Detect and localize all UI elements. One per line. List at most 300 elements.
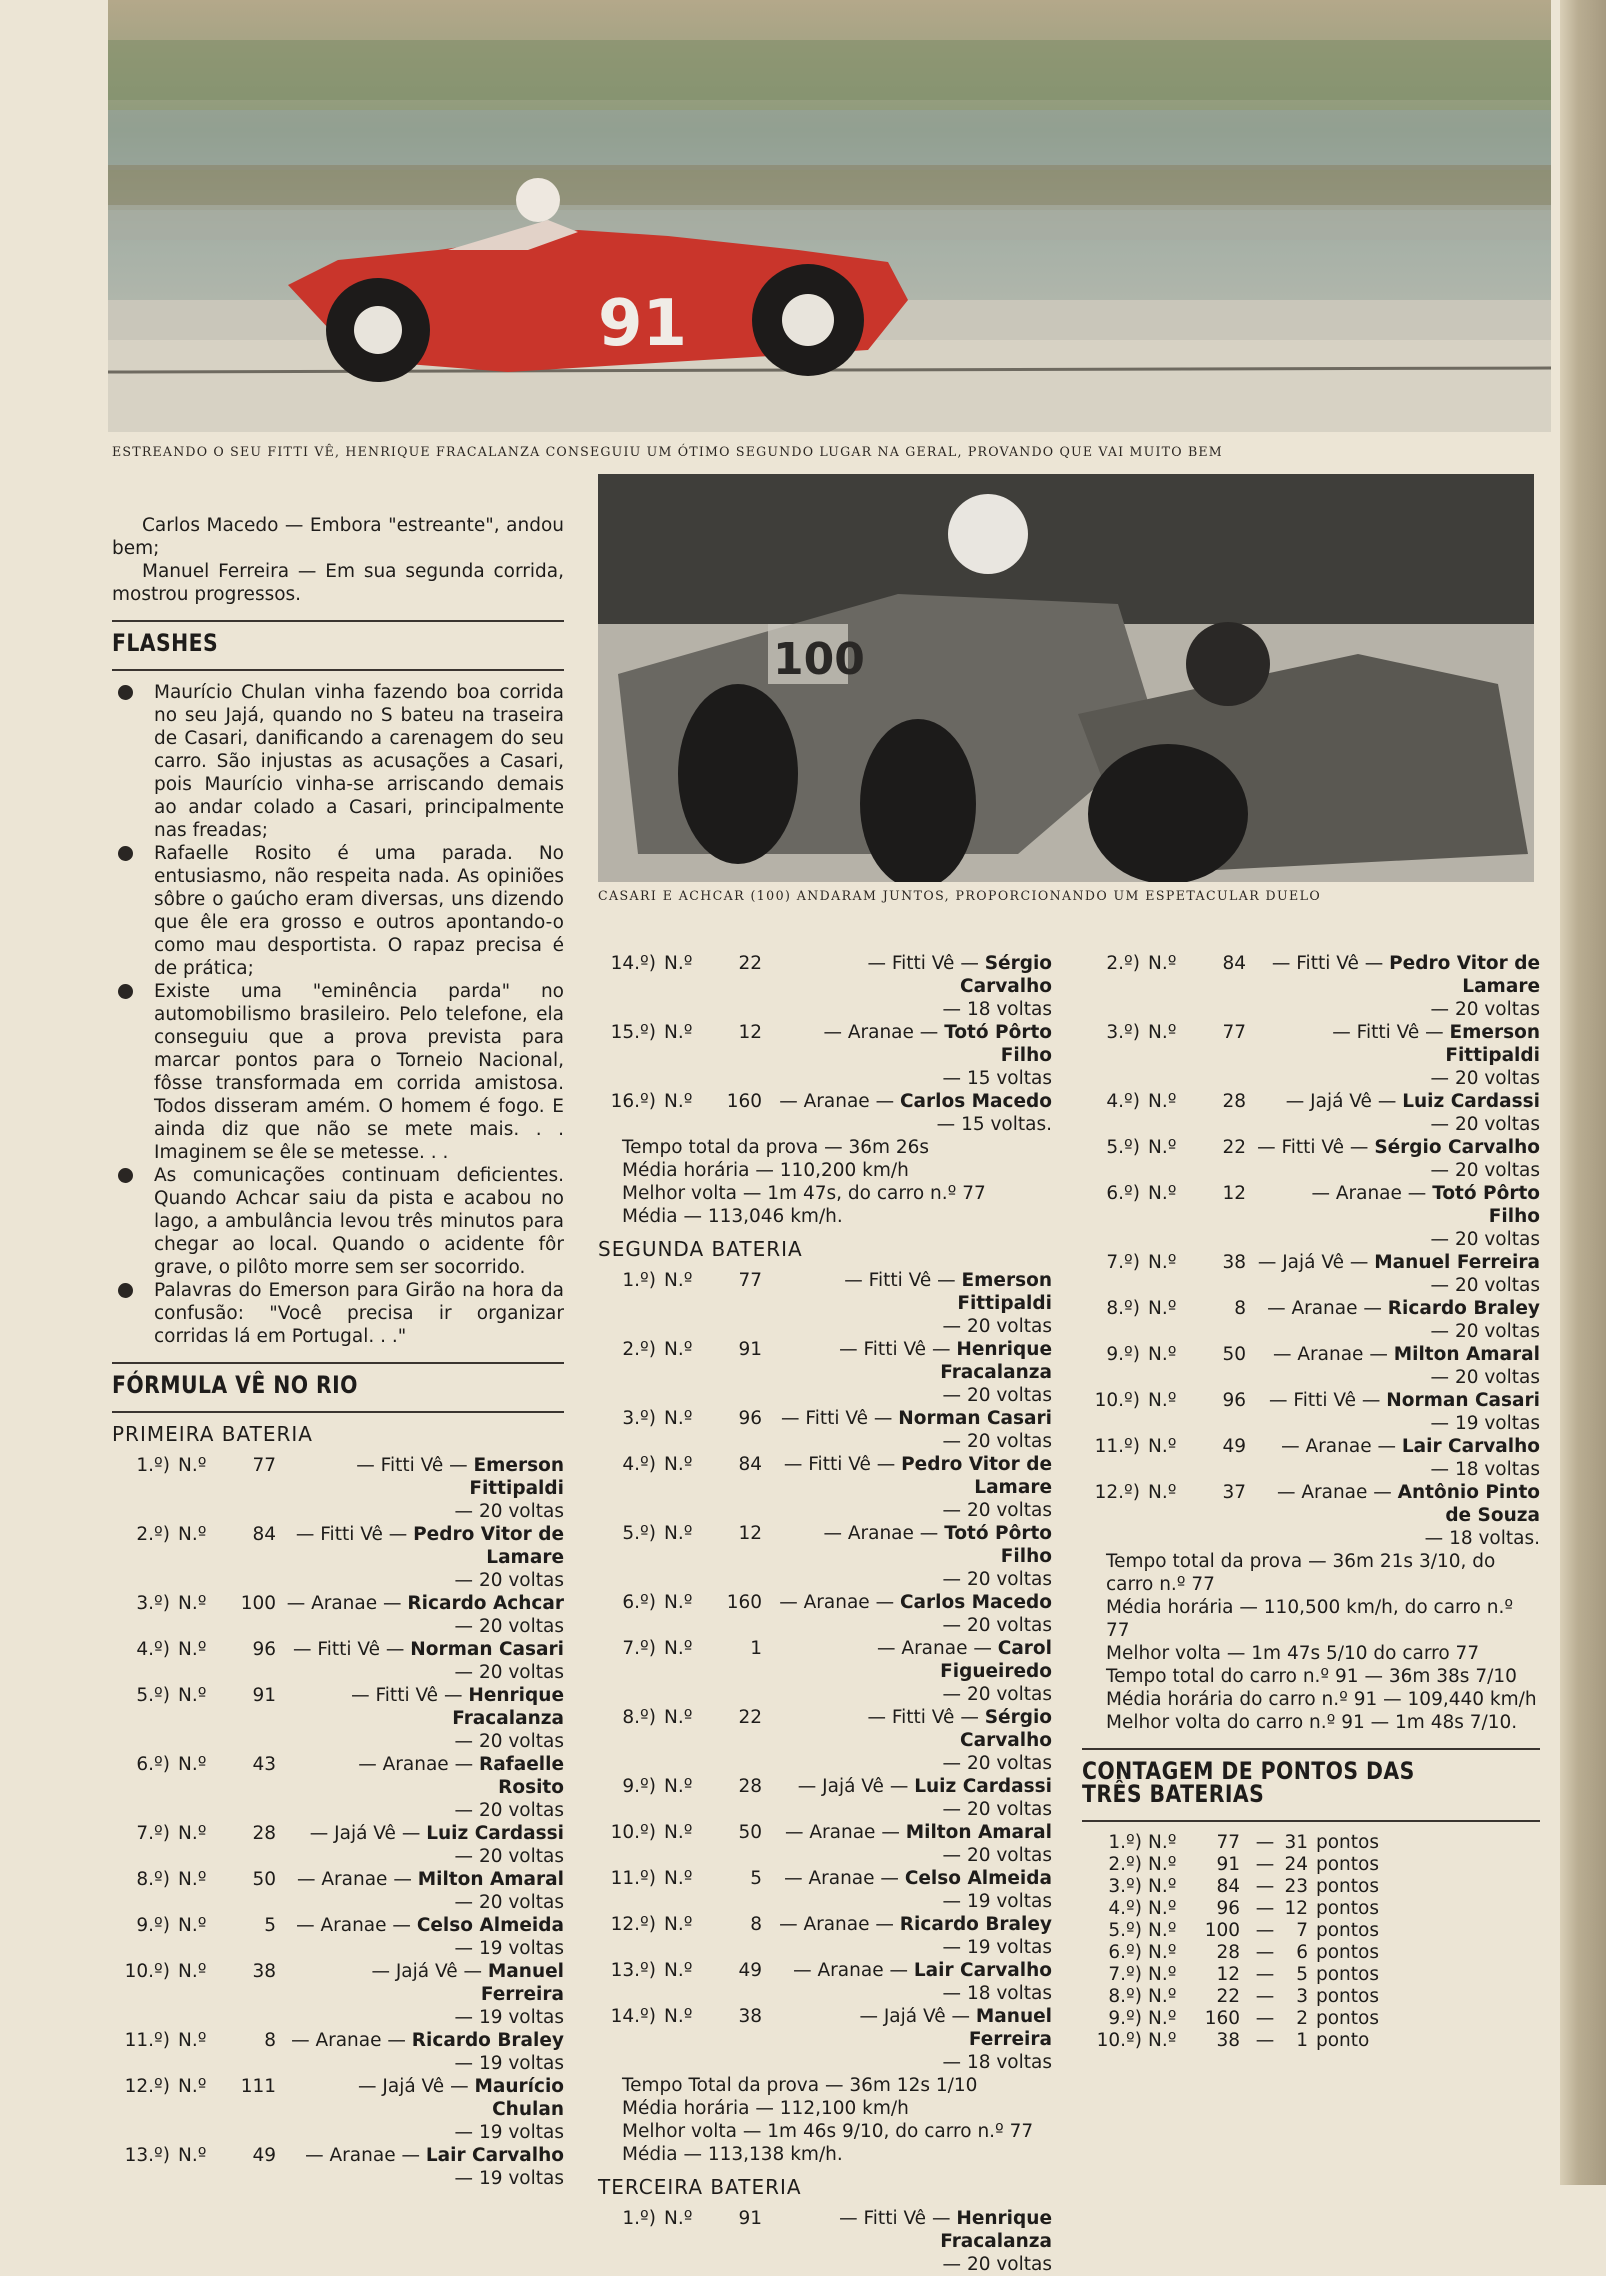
number-label: N.º [664, 1638, 693, 1659]
car-number: 77 [738, 1270, 762, 1291]
dash: — [876, 1454, 896, 1475]
dash: — [931, 2208, 951, 2229]
position: 8.º) [1108, 1986, 1142, 2007]
car-number: 160 [726, 1592, 762, 1613]
car-make: Aranae [1335, 1183, 1402, 1204]
dash: — [960, 953, 979, 974]
dash: — [942, 1316, 962, 1337]
dash: — [401, 2145, 420, 2166]
dash: — [454, 2122, 474, 2143]
driver-name: Celso Almeida [416, 1915, 564, 1936]
dash: — [358, 1754, 377, 1775]
intro-carlos: Carlos Macedo — Embora "estreante", andou bem; [112, 515, 564, 559]
number-label: N.º [664, 1408, 693, 1429]
driver-name: Totó Pôrto Filho [944, 1523, 1052, 1567]
column-1 [112, 514, 564, 2190]
points-unit: pontos [1316, 1832, 1379, 1853]
bullet-dot-icon [118, 984, 133, 999]
entry [1256, 1251, 1540, 1297]
driver-name: Carlos Macedo [899, 1592, 1052, 1613]
position: 9.º) [1108, 2008, 1142, 2029]
dash: — [454, 2007, 474, 2028]
dash: — [783, 1454, 803, 1475]
car-make: Fitti Vê [375, 1685, 439, 1706]
position: 10.º) [1094, 1390, 1140, 1411]
result-row [1082, 1182, 1540, 1251]
dash: — [371, 1961, 390, 1982]
stat-line: Tempo Total da prova — 36m 12s 1/10 [622, 2075, 978, 2096]
number-label: N.º [178, 1869, 207, 1890]
driver-name: Sérgio Carvalho [1374, 1137, 1540, 1158]
number-label: N.º [664, 1022, 693, 1043]
results-list-primeira [112, 1454, 564, 2190]
page-edge [1560, 0, 1606, 2185]
laps: 20 voltas [478, 1800, 564, 1821]
laps: 19 voltas [478, 2168, 564, 2189]
dash: — [358, 2076, 377, 2097]
points-unit: pontos [1316, 1898, 1379, 1919]
car-make: Fitti Vê [1281, 1137, 1345, 1158]
points-unit: pontos [1316, 1876, 1379, 1897]
points-unit: pontos [1316, 1920, 1379, 1941]
laps: 20 voltas [1454, 999, 1540, 1020]
car-number: 28 [252, 1823, 276, 1844]
result-row [598, 1522, 1052, 1591]
dash: — [919, 1523, 939, 1544]
car-number: 38 [252, 1961, 276, 1982]
dash: — [779, 1914, 798, 1935]
entry [286, 1914, 564, 1960]
dash: — [1430, 1275, 1450, 1296]
car-number: 49 [738, 1960, 762, 1981]
stat-line: Melhor volta — 1m 47s 5/10 do carro 77 [1106, 1643, 1480, 1664]
result-row [598, 1338, 1052, 1407]
dash: — [784, 1868, 803, 1889]
result-row [1082, 1021, 1540, 1090]
points-value: 23 [1284, 1876, 1308, 1897]
dash: — [1255, 2030, 1275, 2051]
position: 8.º) [136, 1869, 170, 1890]
photo-caption-duel: CASARI E ACHCAR (100) ANDARAM JUNTOS, PROPORCIONANDO UM ESPETACULAR DUELO [598, 888, 1322, 903]
laps: 20 voltas [1454, 1321, 1540, 1342]
race-photo-top [108, 0, 1551, 432]
position: 11.º) [124, 2030, 170, 2051]
entry [772, 1821, 1052, 1867]
result-row [1082, 1251, 1540, 1297]
laps: 20 voltas [478, 1846, 564, 1867]
position: 4.º) [1108, 1898, 1142, 1919]
laps: 20 voltas [478, 1616, 564, 1637]
entry [286, 2029, 564, 2075]
dash: — [387, 2030, 406, 2051]
stat-line: Média horária do carro n.º 91 — 109,440 km/h [1106, 1689, 1537, 1710]
driver-name: Henrique Fracalanza [940, 2208, 1052, 2252]
entry [772, 2005, 1052, 2074]
entry [1256, 1136, 1540, 1182]
car-number: 22 [1216, 1986, 1240, 2007]
number-label: N.º [1148, 1876, 1177, 1897]
dash: — [951, 2006, 970, 2027]
laps: 20 voltas [966, 1431, 1052, 1452]
driver-name: Henrique Fracalanza [452, 1685, 564, 1729]
car-number: 8 [1234, 1298, 1246, 1319]
position: 2.º) [622, 1339, 656, 1360]
dash: — [296, 1869, 316, 1890]
dash: — [1430, 1321, 1450, 1342]
car-number: 38 [1222, 1252, 1246, 1273]
number-label: N.º [178, 1639, 207, 1660]
laps: 20 voltas [966, 1569, 1052, 1590]
points-row [1082, 1832, 1540, 1854]
entry [286, 1960, 564, 2029]
car-number: 77 [252, 1455, 276, 1476]
heat-title-segunda: SEGUNDA BATERIA [598, 1237, 803, 1261]
bullet-dot-icon [118, 1168, 133, 1183]
position: 3.º) [1108, 1876, 1142, 1897]
number-label: N.º [178, 1961, 207, 1982]
position: 1.º) [622, 1270, 656, 1291]
car-make: Aranae [847, 1022, 914, 1043]
car-number: 96 [252, 1639, 276, 1660]
result-row [112, 1523, 564, 1592]
car-number: 91 [252, 1685, 276, 1706]
dash: — [291, 2030, 310, 2051]
dash: — [867, 1707, 886, 1728]
dash: — [889, 1776, 909, 1797]
position: 1.º) [1108, 1832, 1142, 1853]
points-row [1082, 1898, 1540, 1920]
driver-name: Manuel Ferreira [968, 2006, 1052, 2050]
dash: — [936, 1114, 956, 1135]
entry [772, 1959, 1052, 2005]
dash: — [1257, 1137, 1276, 1158]
car-number: 8 [750, 1914, 762, 1935]
entry [772, 1706, 1052, 1775]
dash: — [295, 1524, 315, 1545]
dash: — [942, 1615, 962, 1636]
position: 5.º) [1106, 1137, 1140, 1158]
dash: — [1257, 1252, 1277, 1273]
dash: — [385, 1639, 405, 1660]
position: 7.º) [622, 1638, 656, 1659]
dash: — [889, 1960, 908, 1981]
laps: 20 voltas [1454, 1275, 1540, 1296]
car-make: Aranae [808, 1868, 875, 1889]
entry [286, 1523, 564, 1592]
laps: 19 voltas [478, 2122, 564, 2143]
entry [772, 1867, 1052, 1913]
points-row [1082, 1942, 1540, 1964]
result-row [112, 2075, 564, 2144]
dash: — [973, 1638, 992, 1659]
result-row [112, 1960, 564, 2029]
column-2 [598, 952, 1052, 2276]
dash: — [867, 953, 886, 974]
stat-line: Média horária — 110,500 km/h, do carro n.º 77 [1106, 1597, 1514, 1641]
position: 15.º) [610, 1022, 656, 1043]
entry [286, 1753, 564, 1822]
result-row [112, 2144, 564, 2190]
car-number: 28 [1216, 1942, 1240, 1963]
dash: — [942, 1753, 962, 1774]
number-label: N.º [664, 1091, 693, 1112]
laps: 20 voltas [966, 1316, 1052, 1337]
result-row [112, 1914, 564, 1960]
number-label: N.º [178, 1524, 207, 1545]
laps: 20 voltas [966, 1615, 1052, 1636]
dash: — [931, 1339, 951, 1360]
entry [772, 1269, 1052, 1338]
car-make: Fitti Vê [1356, 1022, 1420, 1043]
driver-name: Henrique Fracalanza [940, 1339, 1052, 1383]
points-value: 2 [1296, 2008, 1308, 2029]
dash: — [942, 2254, 962, 2275]
driver-name: Sérgio Carvalho [960, 953, 1052, 997]
dash: — [1276, 1482, 1296, 1503]
entry [286, 1454, 564, 1523]
dash: — [1255, 2008, 1275, 2029]
points-row [1082, 1876, 1540, 1898]
laps: 19 voltas [966, 1891, 1052, 1912]
flash-item: Existe uma "eminência parda" no automobilismo brasileiro. Pelo telefone, ela conseguiu que a prova prevista para marcar pontos para o Torneio Nacional, fôsse transformada em corrida amistosa. Todos disseram amém. O homem é fogo. E ainda diz que não se mete mais. . . Imaginem se êle se metesse. . . [112, 980, 564, 1164]
dash: — [309, 1823, 329, 1844]
driver-name: Ricardo Braley [1387, 1298, 1540, 1319]
dash: — [1349, 1137, 1369, 1158]
driver-name: Milton Amaral [417, 1869, 564, 1890]
points-row [1082, 1920, 1540, 1942]
entry [772, 1090, 1052, 1136]
car-number: 49 [252, 2145, 276, 2166]
result-row [112, 1684, 564, 1753]
car-number: 1 [750, 1638, 762, 1659]
car-make: Fitti Vê [1296, 953, 1359, 974]
points-value: 24 [1284, 1854, 1308, 1875]
car-number: 50 [252, 1869, 276, 1890]
car-make: Aranae [329, 2145, 396, 2166]
dash: — [942, 1500, 962, 1521]
dash: — [937, 1270, 956, 1291]
entry [286, 1638, 564, 1684]
result-row [1082, 1343, 1540, 1389]
driver-name: Totó Pôrto Filho [1432, 1183, 1540, 1227]
points-value: 6 [1296, 1942, 1308, 1963]
number-label: N.º [1148, 953, 1177, 974]
car-number: 43 [252, 1754, 276, 1775]
car-make: Fitti Vê [317, 1639, 380, 1660]
points-row [1082, 1854, 1540, 1876]
car-number: 84 [738, 1454, 762, 1475]
position: 2.º) [1106, 953, 1140, 974]
number-label: N.º [664, 1270, 693, 1291]
position: 3.º) [622, 1408, 656, 1429]
dash: — [942, 1569, 962, 1590]
dash: — [877, 1638, 896, 1659]
car-make: Aranae [311, 1593, 378, 1614]
dash: — [1430, 1229, 1450, 1250]
dash: — [393, 1869, 412, 1890]
dash: — [784, 1822, 804, 1843]
car-make: Fitti Vê [1293, 1390, 1356, 1411]
position: 7.º) [136, 1823, 170, 1844]
number-label: N.º [664, 1868, 693, 1889]
stat-line: Média — 113,046 km/h. [622, 1206, 843, 1227]
points-value: 7 [1296, 1920, 1308, 1941]
dash: — [1430, 1160, 1450, 1181]
car-make: Jajá Vê [334, 1823, 396, 1844]
dash: — [942, 1684, 962, 1705]
driver-name: Sérgio Carvalho [960, 1707, 1052, 1751]
entry [286, 2144, 564, 2190]
entry [772, 1453, 1052, 1522]
driver-name: Lair Carvalho [1401, 1436, 1540, 1457]
dash: — [1373, 1482, 1392, 1503]
laps: 18 voltas [966, 2052, 1052, 2073]
points-row [1082, 2030, 1540, 2052]
result-row [112, 1592, 564, 1638]
laps: 20 voltas [1454, 1229, 1540, 1250]
number-label: N.º [178, 1823, 207, 1844]
position: 13.º) [610, 1960, 656, 1981]
stat-line: Tempo total da prova — 36m 26s [622, 1137, 930, 1158]
car-number: 12 [1216, 1964, 1240, 1985]
car-number: 96 [1222, 1390, 1246, 1411]
divider [112, 1362, 564, 1364]
number-label: N.º [1148, 1091, 1177, 1112]
points-value: 5 [1296, 1964, 1308, 1985]
driver-name: Pedro Vitor de Lamare [901, 1454, 1052, 1498]
laps: 18 voltas [966, 1983, 1052, 2004]
section-heading-formula: FÓRMULA VÊ NO RIO [112, 1371, 358, 1399]
laps: 15 voltas [966, 1068, 1052, 1089]
position: 5.º) [1108, 1920, 1142, 1941]
car-number: 91 [598, 287, 688, 361]
position: 4.º) [136, 1639, 170, 1660]
car-number: 84 [1222, 953, 1246, 974]
car-number: 91 [1216, 1854, 1240, 1875]
position: 9.º) [136, 1915, 170, 1936]
number-label: N.º [1148, 1344, 1177, 1365]
result-row [112, 1454, 564, 1523]
entry [772, 952, 1052, 1021]
dash: — [454, 2168, 474, 2189]
dash: — [942, 1431, 962, 1452]
entry [1256, 1297, 1540, 1343]
number-label: N.º [1148, 1298, 1177, 1319]
section-heading-flashes: FLASHES [112, 629, 219, 657]
result-row [598, 1021, 1052, 1090]
laps: 20 voltas [1454, 1160, 1540, 1181]
dash: — [942, 1891, 962, 1912]
dash: — [1267, 1298, 1286, 1319]
dash: — [296, 1915, 315, 1936]
position: 12.º) [1094, 1482, 1140, 1503]
car-number: 160 [726, 1091, 762, 1112]
car-make: Fitti Vê [320, 1524, 383, 1545]
race-photo-duel [598, 474, 1534, 882]
result-row [598, 1867, 1052, 1913]
points-unit: pontos [1316, 1986, 1379, 2007]
dash: — [293, 1639, 312, 1660]
result-row [598, 2005, 1052, 2074]
dash: — [454, 1570, 474, 1591]
car-number: 22 [738, 1707, 762, 1728]
divider [112, 1411, 564, 1413]
car-number-100: 100 [773, 634, 865, 685]
dash: — [1255, 1876, 1275, 1897]
position: 2.º) [136, 1524, 170, 1545]
laps: 20 voltas [478, 1892, 564, 1913]
car-number: 84 [252, 1524, 276, 1545]
car-make: Jajá Vê [395, 1961, 458, 1982]
car-make: Fitti Vê [380, 1455, 444, 1476]
dash: — [873, 1408, 893, 1429]
result-row [598, 1706, 1052, 1775]
laps: 20 voltas [966, 1799, 1052, 1820]
car-make: Aranae [1291, 1298, 1358, 1319]
number-label: N.º [1148, 2008, 1177, 2029]
dash: — [1364, 953, 1384, 974]
dash: — [392, 1915, 411, 1936]
result-row [112, 1638, 564, 1684]
section-heading-contagem: CONTAGEM DE PONTOS DAS TRÊS BATERIAS [1082, 1757, 1415, 1808]
dash: — [797, 1776, 817, 1797]
car-number: 28 [738, 1776, 762, 1797]
car-make: Aranae [321, 1869, 388, 1890]
dash: — [875, 1592, 895, 1613]
car-make: Fitti Vê [868, 1270, 932, 1291]
results-list-segunda [598, 1269, 1052, 2074]
car-number: 12 [738, 1523, 762, 1544]
driver-name: Antônio Pinto de Souza [1397, 1482, 1540, 1526]
car-number: 50 [1222, 1344, 1246, 1365]
laps: 19 voltas [478, 1938, 564, 1959]
result-row [598, 1821, 1052, 1867]
stat-line: Média horária — 110,200 km/h [622, 1160, 909, 1181]
laps: 20 voltas [478, 1570, 564, 1591]
car-number: 91 [738, 2208, 762, 2229]
car-make: Fitti Vê [891, 1707, 955, 1728]
result-row [598, 952, 1052, 1021]
entry [286, 1822, 564, 1868]
dash: — [1377, 1436, 1396, 1457]
car-make: Fitti Vê [863, 1339, 927, 1360]
flash-item: Palavras do Emerson para Girão na hora da confusão: "Você precisa ir organizar corridas lá em Portugal. . ." [112, 1279, 564, 1348]
entry [1256, 1021, 1540, 1090]
entry [772, 1591, 1052, 1637]
car-make: Aranae [1301, 1482, 1368, 1503]
position: 8.º) [1106, 1298, 1140, 1319]
position: 2.º) [1108, 1854, 1142, 1875]
entry [1256, 952, 1540, 1021]
driver-name: Lair Carvalho [913, 1960, 1052, 1981]
dash: — [1332, 1022, 1351, 1043]
points-value: 12 [1284, 1898, 1308, 1919]
dash: — [1255, 1942, 1275, 1963]
entry [772, 1407, 1052, 1453]
dash: — [1255, 1854, 1275, 1875]
car-make: Aranae [817, 1960, 884, 1981]
entry [1256, 1182, 1540, 1251]
dash: — [454, 1662, 474, 1683]
dash: — [383, 1593, 402, 1614]
dash: — [880, 1868, 899, 1889]
number-label: N.º [178, 1685, 207, 1706]
driver-name: Carlos Macedo [899, 1091, 1052, 1112]
divider [112, 620, 564, 622]
divider [1082, 1820, 1540, 1822]
stat-line: Média — 113,138 km/h. [622, 2144, 843, 2165]
dash: — [1272, 1344, 1292, 1365]
